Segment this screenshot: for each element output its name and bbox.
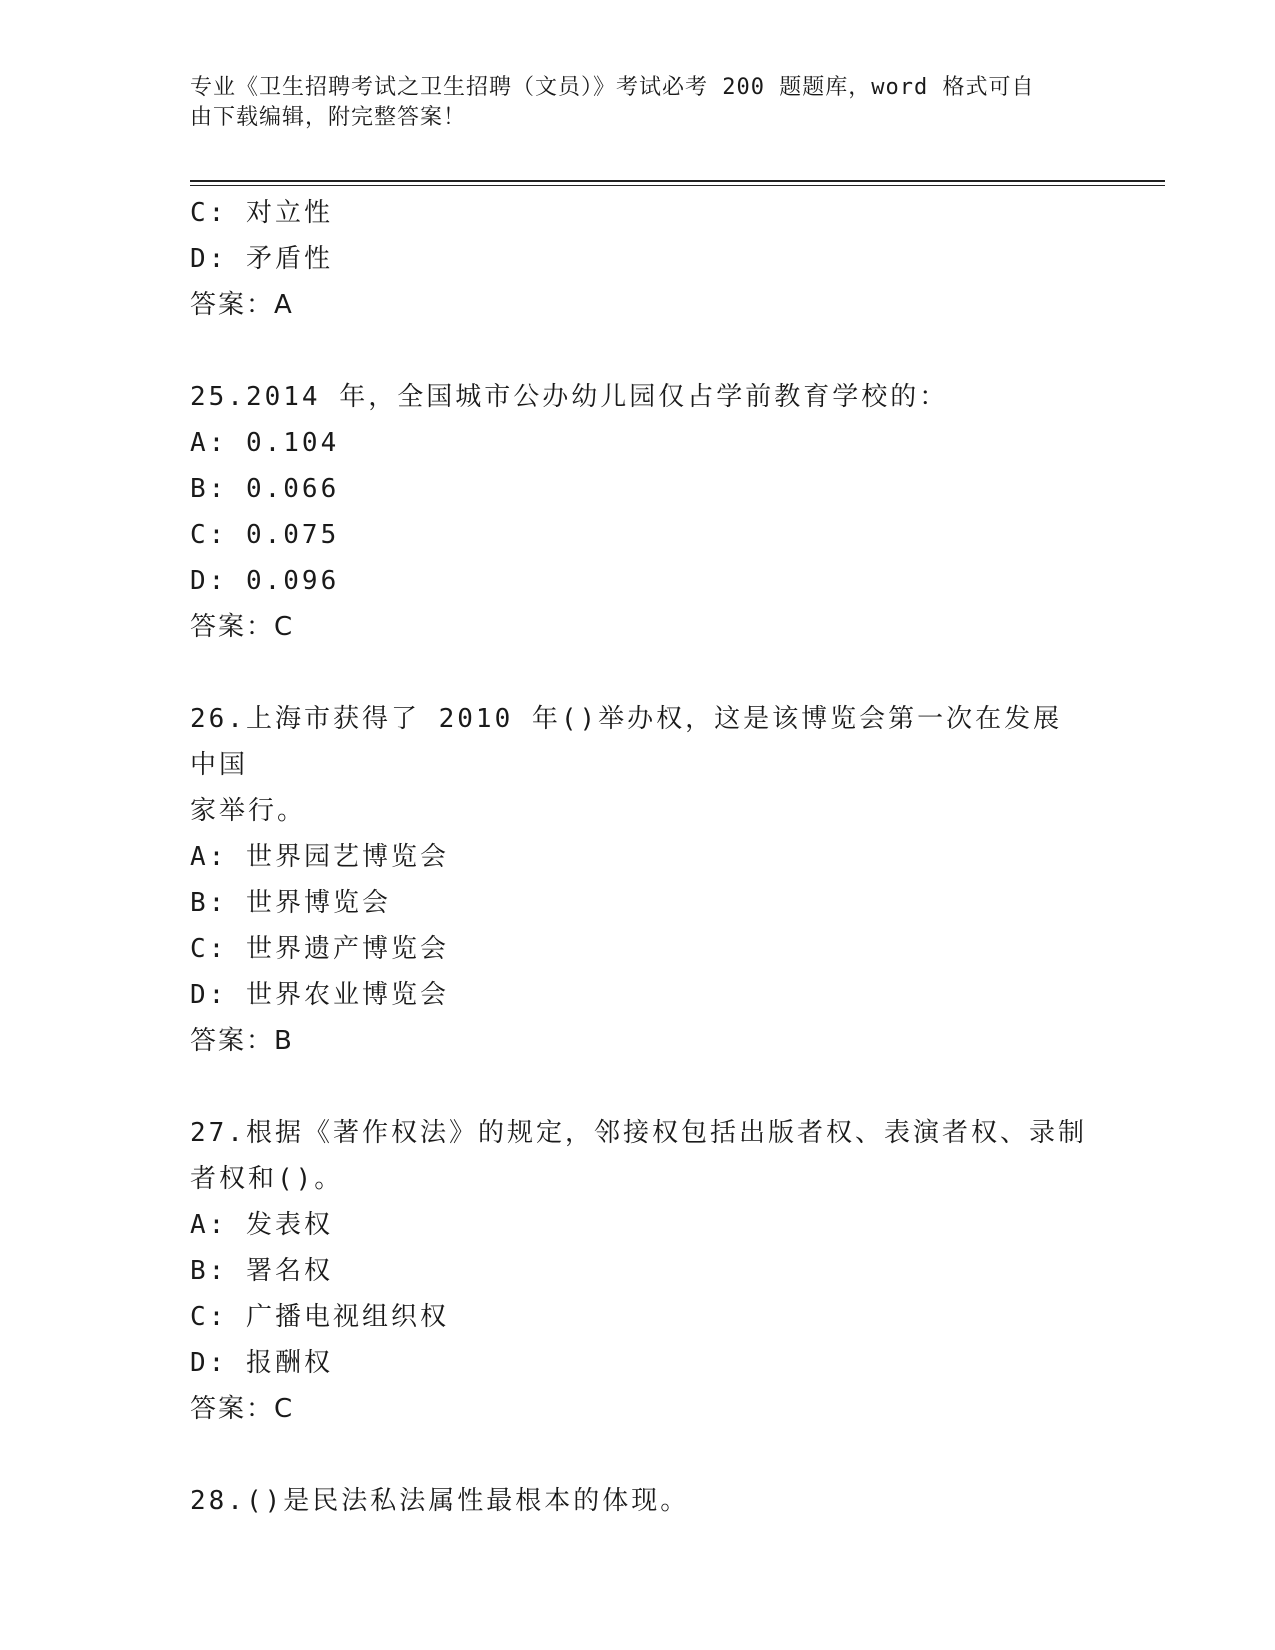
option-b: B: 世界博览会 [190, 888, 391, 918]
answer: 答案：C [190, 1394, 295, 1424]
question-stem-line-2: 家举行。 [190, 796, 307, 826]
option-c: C: 0.075 [190, 520, 340, 550]
header-line-1: 专业《卫生招聘考试之卫生招聘（文员）》考试必考 200 题题库，word 格式可自 [190, 75, 1035, 100]
option-a: A: 0.104 [190, 428, 340, 458]
question-stem: 25.2014 年，全国城市公办幼儿园仅占学前教育学校的： [190, 382, 949, 412]
option-a: A: 世界园艺博览会 [190, 842, 449, 872]
spacer [190, 650, 1090, 696]
question-stem: 28.()是民法私法属性最根本的体现。 [190, 1486, 690, 1516]
header-line-2: 由下载编辑，附完整答案！ [190, 105, 467, 130]
page-header [190, 73, 1070, 133]
question-stem-line-1: 26.上海市获得了 2010 年()举办权，这是该博览会第一次在发展中国 [190, 704, 1063, 780]
option-d: D: 报酬权 [190, 1348, 333, 1378]
question-26 [190, 696, 1090, 1064]
question-25 [190, 374, 1090, 650]
option-d: D: 矛盾性 [190, 244, 333, 274]
option-d: D: 0.096 [190, 566, 340, 596]
spacer [190, 1064, 1090, 1110]
option-a: A: 发表权 [190, 1210, 333, 1240]
header-divider-thick [190, 180, 1165, 182]
question-stem-line-1: 27.根据《著作权法》的规定，邻接权包括出版者权、表演者权、录制 [190, 1118, 1087, 1148]
answer: 答案：B [190, 1026, 294, 1056]
question-28 [190, 1478, 1090, 1524]
option-d: D: 世界农业博览会 [190, 980, 449, 1010]
question-previous [190, 190, 1090, 328]
option-b: B: 署名权 [190, 1256, 333, 1286]
option-c: C: 世界遗产博览会 [190, 934, 449, 964]
option-c: C: 对立性 [190, 198, 333, 228]
question-27 [190, 1110, 1090, 1432]
question-list [190, 190, 1090, 1524]
spacer [190, 1432, 1090, 1478]
answer: 答案：A [190, 290, 294, 320]
option-c: C: 广播电视组织权 [190, 1302, 449, 1332]
question-stem-line-2: 者权和()。 [190, 1164, 344, 1194]
header-divider-thin [190, 185, 1165, 186]
answer: 答案：C [190, 612, 295, 642]
spacer [190, 328, 1090, 374]
option-b: B: 0.066 [190, 474, 340, 504]
